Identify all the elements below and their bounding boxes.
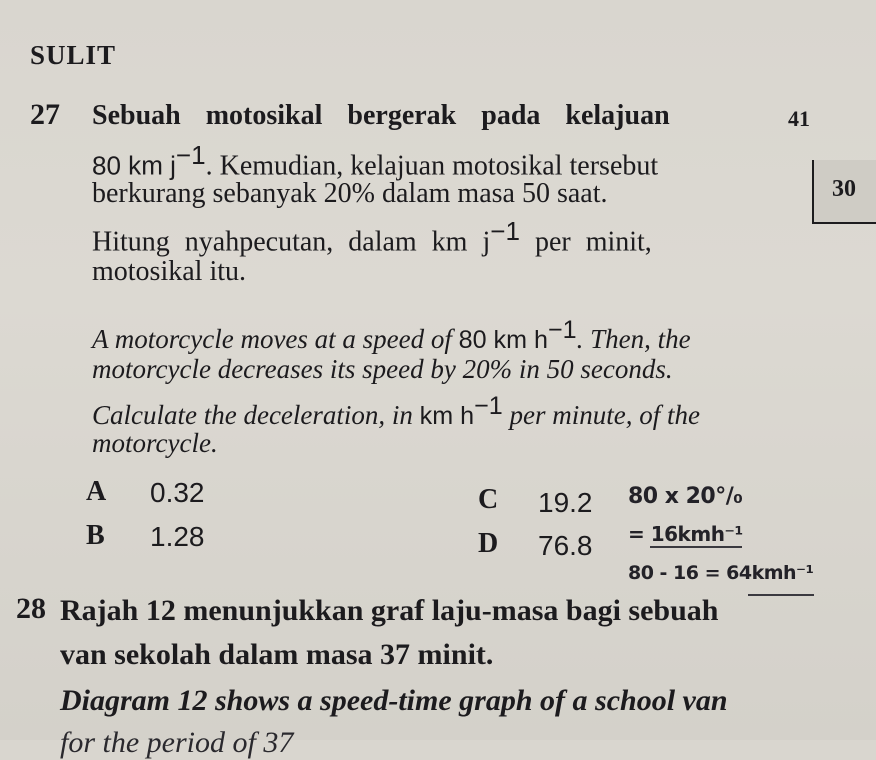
option-c-value: 19.2 xyxy=(538,487,593,518)
q27-malay-line4: Hitung nyahpecutan, dalam km $j^{-1}$ per minit, xyxy=(92,216,652,258)
option-d-letter: D xyxy=(478,528,499,559)
option-d-value: 76.8 xyxy=(538,530,593,561)
question-27-number: 27 xyxy=(30,98,60,131)
option-b-value: 1.28 xyxy=(150,521,205,552)
option-a-value: 0.32 xyxy=(150,477,205,508)
sulit-header: SULIT xyxy=(30,40,117,70)
q27-malay-line3: berkurang sebanyak 20% dalam masa 50 saat. xyxy=(92,178,608,209)
handwritten-working-line2: = 16kmh⁻¹ xyxy=(628,522,743,546)
q27-english-line4: motorcycle. xyxy=(92,428,218,458)
q27-english-line3: Calculate the deceleration, in km $h^{-1}$ per minute, of the xyxy=(92,392,700,430)
handwritten-underline-2 xyxy=(748,594,814,596)
margin-mark: 30 xyxy=(832,176,856,202)
q27-english-line1: A motorcycle moves at a speed of 80 km $h^{-1}$. Then, the xyxy=(92,316,691,354)
q28-english-line2-cut: for the period of 37 xyxy=(60,726,294,759)
q27-malay-line2: 80 km $j^{-1}$. Kemudian, kelajuan motosikal tersebut xyxy=(92,140,659,182)
option-a-letter: A xyxy=(86,476,107,507)
handwritten-working-line3: 80 - 16 = 64kmh⁻¹ xyxy=(628,562,814,584)
page-number: 41 xyxy=(788,106,810,131)
q28-english-line1: Diagram 12 shows a speed-time graph of a school van xyxy=(60,684,728,717)
option-b-letter: B xyxy=(86,520,105,551)
question-28-number: 28 xyxy=(16,592,46,625)
q27-malay-line1: Sebuah motosikal bergerak pada kelajuan xyxy=(92,100,670,131)
option-c-letter: C xyxy=(478,484,499,515)
handwritten-working-line1: 80 x 20°/₀ xyxy=(628,484,743,509)
q28-malay-line1: Rajah 12 menunjukkan graf laju-masa bagi sebuah xyxy=(60,594,719,627)
q28-malay-line2: van sekolah dalam masa 37 minit. xyxy=(60,638,494,671)
q27-english-line2: motorcycle decreases its speed by 20% in 50 seconds. xyxy=(92,354,673,384)
handwritten-underline-1 xyxy=(650,546,742,548)
q27-malay-line5: motosikal itu. xyxy=(92,256,246,287)
